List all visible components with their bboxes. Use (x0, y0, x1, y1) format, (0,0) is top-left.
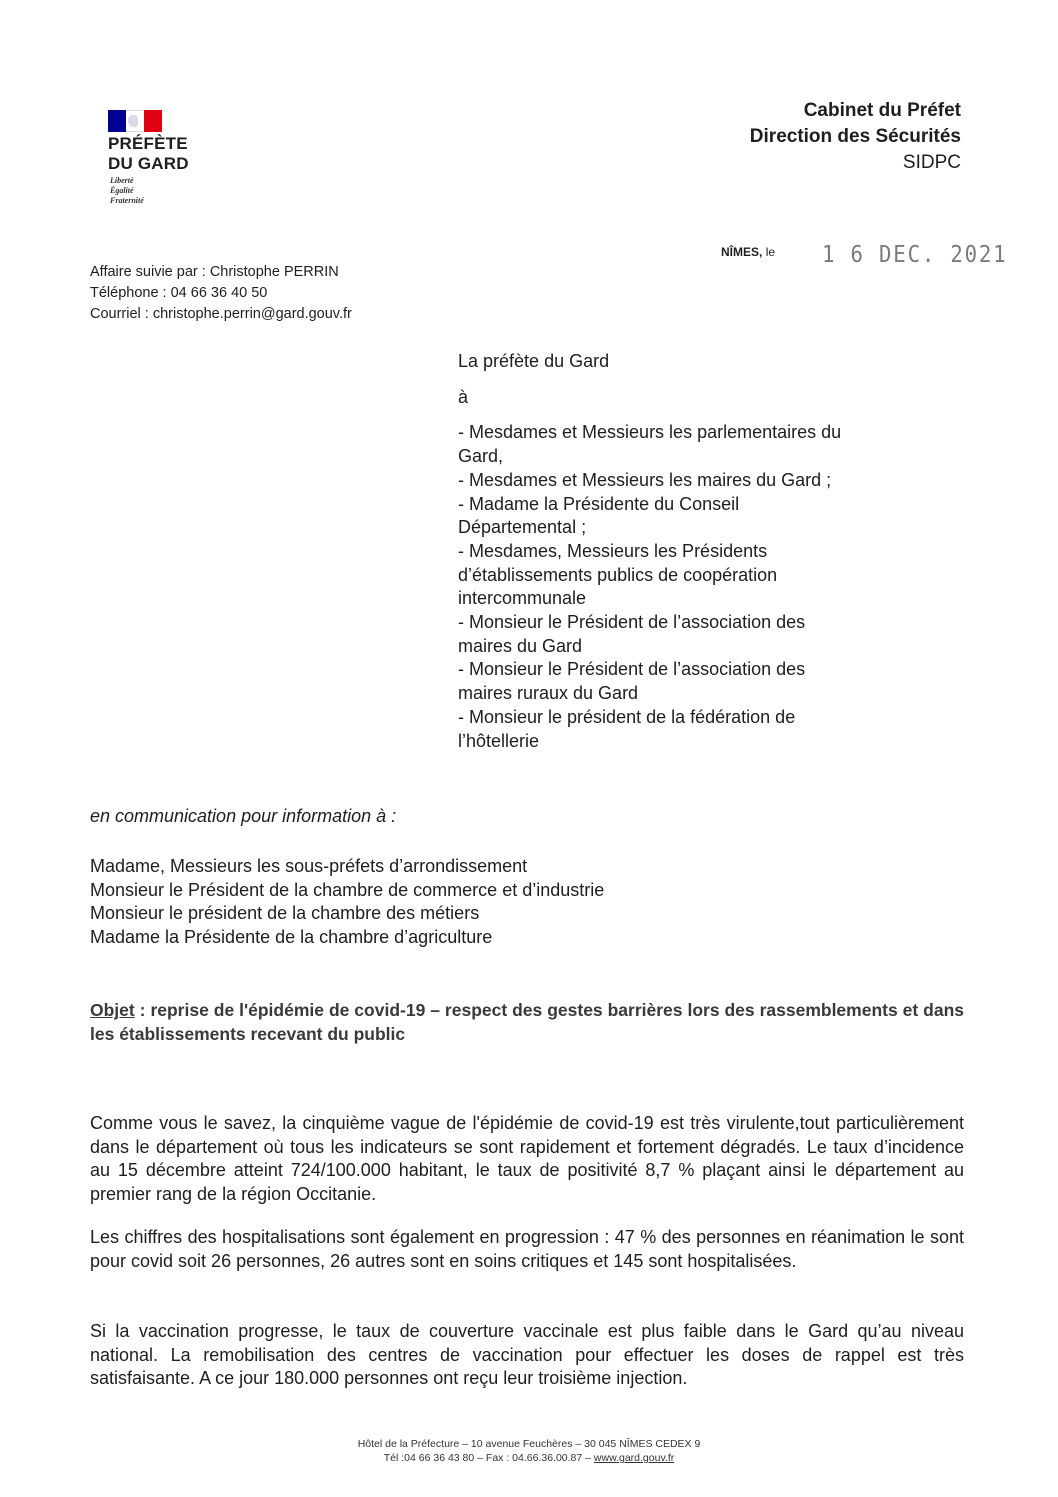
motto-liberte: Liberté (110, 176, 134, 185)
subject-text: : reprise de l'épidémie de covid-19 – respect des gestes barrières lors des rassemblements et dans les établissements recevant du public (90, 1000, 964, 1044)
org-line-1: PRÉFÈTE (108, 134, 188, 153)
addressee-line: d’établissements publics de coopération (458, 564, 778, 585)
body-paragraph-3: Si la vaccination progresse, le taux de couverture vaccinale est plus faible dans le Gard qu’au niveau national. La remobilisation des centres de vaccination pour effectuer les doses de rappel est très satisfaisante. A ce jour 180.000 personnes ont reçu leur troisième injection. (90, 1321, 964, 1389)
addressee-line: Gard, (458, 446, 504, 467)
addressee-line: Départemental ; (458, 517, 587, 538)
sender: La préfète du Gard (458, 351, 610, 371)
addressee-line: - Madame la Présidente du Conseil (458, 493, 740, 514)
motto-egalite: Égalité (110, 186, 134, 195)
contact-block (90, 262, 352, 325)
addressee-line: - Monsieur le président de la fédération de (458, 706, 796, 727)
prefecture-name (108, 134, 189, 174)
contact-telephone: Téléphone : 04 66 36 40 50 (90, 285, 268, 301)
service-header (750, 98, 961, 176)
motto-fraternite: Fraternité (110, 196, 144, 205)
communication-list (90, 855, 604, 949)
contact-email[interactable]: Courriel : christophe.perrin@gard.gouv.fr (90, 306, 352, 322)
service-direction: Direction des Sécurités (749, 126, 961, 147)
cc-line: Monsieur le président de la chambre des métiers (90, 903, 480, 924)
cc-line: Madame la Présidente de la chambre d’agriculture (90, 926, 493, 947)
subject (90, 998, 964, 1046)
addressee-line: - Monsieur le Président de l’association des (458, 659, 806, 680)
addressee-line: maires du Gard (458, 635, 583, 656)
footer-phone: Tél :04 66 36 43 80 – Fax : 04.66.36.00.87 – (383, 1452, 594, 1464)
addressee-line: - Mesdames et Messieurs les maires du Gard ; (458, 469, 832, 490)
service-cabinet: Cabinet du Préfet (803, 100, 961, 121)
communication-heading: en communication pour information à : (90, 806, 397, 826)
addressee-line: intercommunale (458, 588, 587, 609)
subject-label: Objet (90, 1000, 135, 1020)
footer (0, 1437, 1058, 1465)
addressees (458, 350, 918, 753)
cc-line: Monsieur le Président de la chambre de commerce et d’industrie (90, 879, 605, 900)
place-name: NÎMES, (721, 245, 763, 259)
addressee-line: maires ruraux du Gard (458, 683, 639, 704)
footer-website-link[interactable]: www.gard.gouv.fr (593, 1452, 675, 1464)
date-stamp: 1 6 DEC. 2021 (822, 242, 1008, 268)
body-paragraph-1: Comme vous le savez, la cinquième vague de l'épidémie de covid-19 est très virulente,tout particulièrement dans le département où tous les indicateurs se sont rapidement et fortement dégradés. Le taux d’incidence au 15 décembre atteint 724/100.000 habitant, le taux de positivité 8,7 % plaçant ainsi le département au premier rang de la région Occitanie. (90, 1113, 964, 1204)
place-le: le (765, 245, 776, 259)
body-paragraph-2: Les chiffres des hospitalisations sont également en progression : 47 % des personnes en réanimation le sont pour covid soit 26 personnes, 26 autres sont en soins critiques et 145 sont hospitalisées. (90, 1227, 964, 1271)
org-line-2: DU GARD (108, 154, 189, 173)
cc-line: Madame, Messieurs les sous-préfets d’arrondissement (90, 856, 528, 876)
date-place (721, 245, 775, 259)
addressee-line: - Monsieur le Président de l’association des (458, 612, 806, 633)
service-sidpc: SIDPC (902, 152, 961, 173)
to-word: à (458, 386, 469, 407)
republic-motto (110, 176, 144, 206)
footer-address: Hôtel de la Préfecture – 10 avenue Feuchères – 30 045 NÎMES CEDEX 9 (357, 1438, 701, 1450)
addressee-line: - Mesdames et Messieurs les parlementaires du (458, 422, 842, 443)
footer-contact (0, 1451, 1058, 1465)
addressee-line: - Mesdames, Messieurs les Présidents (458, 540, 768, 561)
addressee-line: l’hôtellerie (458, 730, 540, 751)
marianne-flag-icon (108, 110, 162, 132)
contact-affaire: Affaire suivie par : Christophe PERRIN (90, 264, 339, 280)
